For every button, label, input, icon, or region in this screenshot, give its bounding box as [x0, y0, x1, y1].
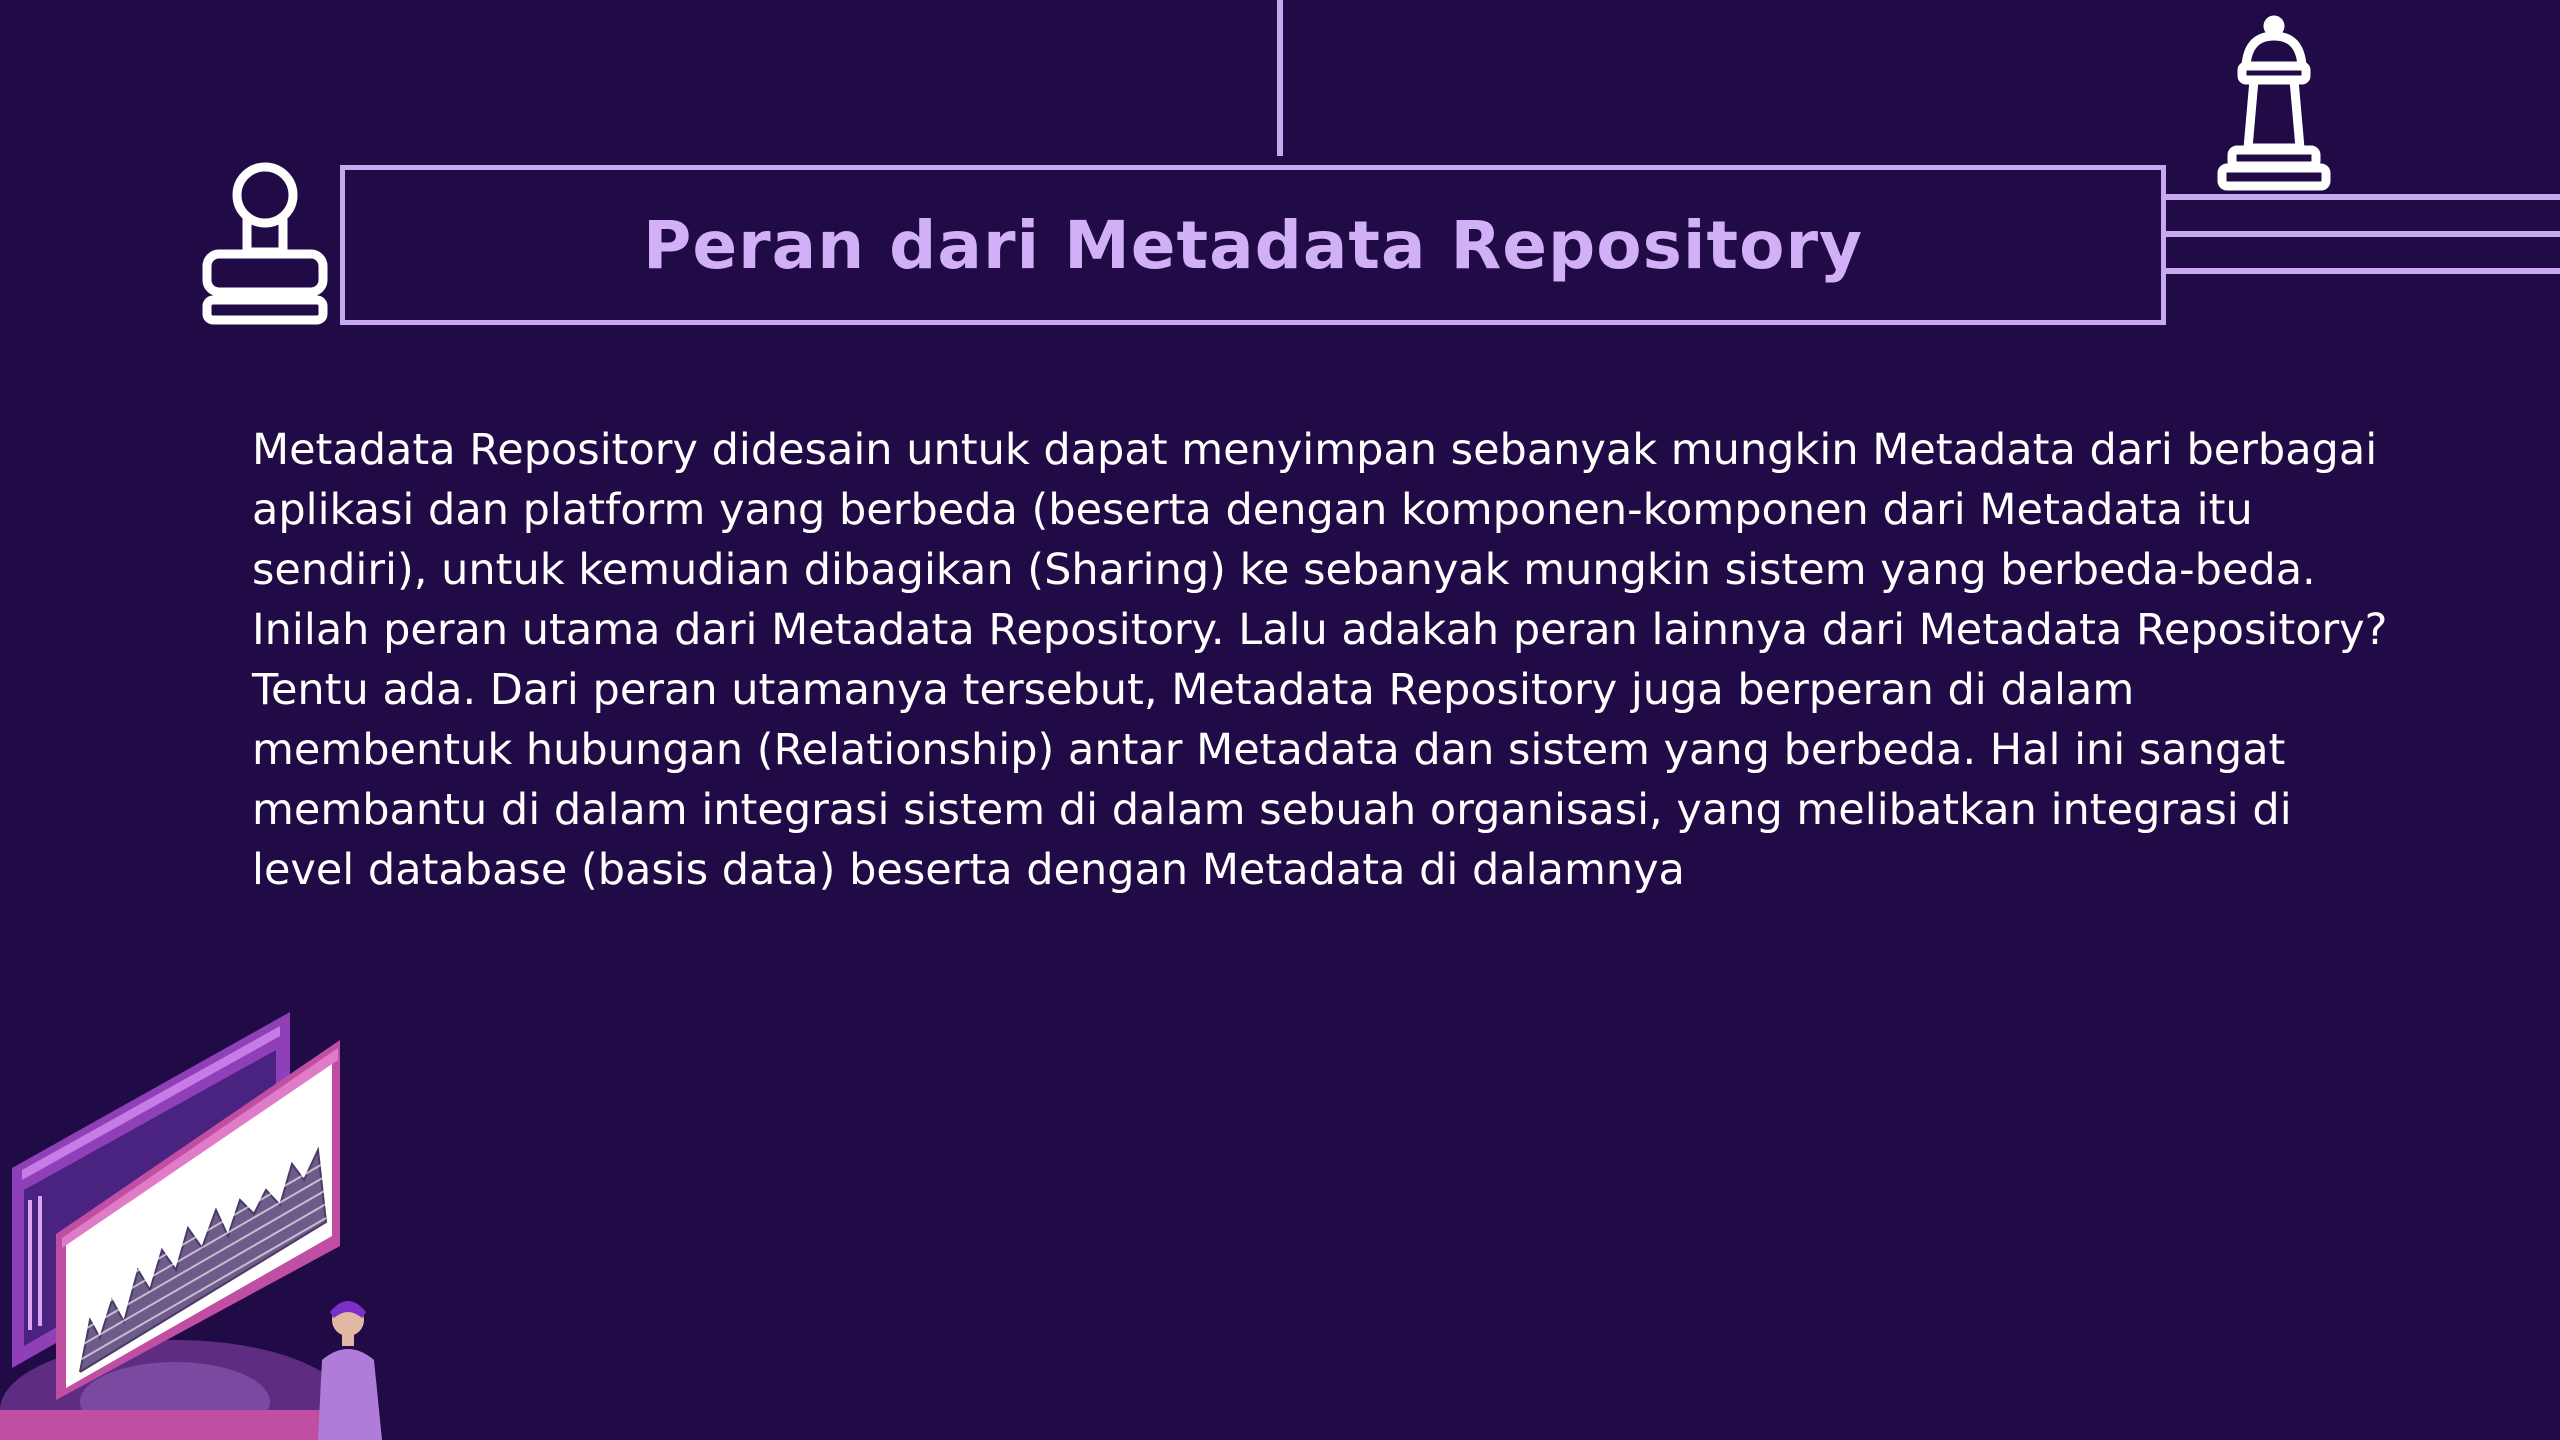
stamp-icon [195, 160, 335, 330]
title-box [340, 165, 2166, 325]
chess-piece-icon [2212, 14, 2336, 194]
right-decorative-lines [2166, 190, 2560, 280]
top-connector-line [1270, 0, 1290, 160]
slide-body-text: Metadata Repository didesain untuk dapat menyimpan sebanyak mungkin Metadata dari berbagai aplikasi dan platform yang berbeda (beserta dengan komponen-komponen dari Metadata itu sendiri), untuk kemudian dibagikan (Sharing) ke sebanyak mungkin sistem yang berbeda-beda. Inilah peran utama dari Metadata Repository. Lalu adakah peran lainnya dari Metadata Repository? Tentu ada. Dari peran utamanya tersebut, Metadata Repository juga berperan di dalam membentuk hubungan (Relationship) antar Metadata dan sistem yang berbeda. Hal ini sangat membantu di dalam integrasi sistem di dalam sebuah organisasi, yang melibatkan integrasi di level database (basis data) beserta dengan Metadata di dalamnya [252, 425, 2388, 895]
slide-title: Peran dari Metadata Repository [642, 206, 1864, 284]
analytics-dashboard-illustration [0, 1000, 400, 1440]
